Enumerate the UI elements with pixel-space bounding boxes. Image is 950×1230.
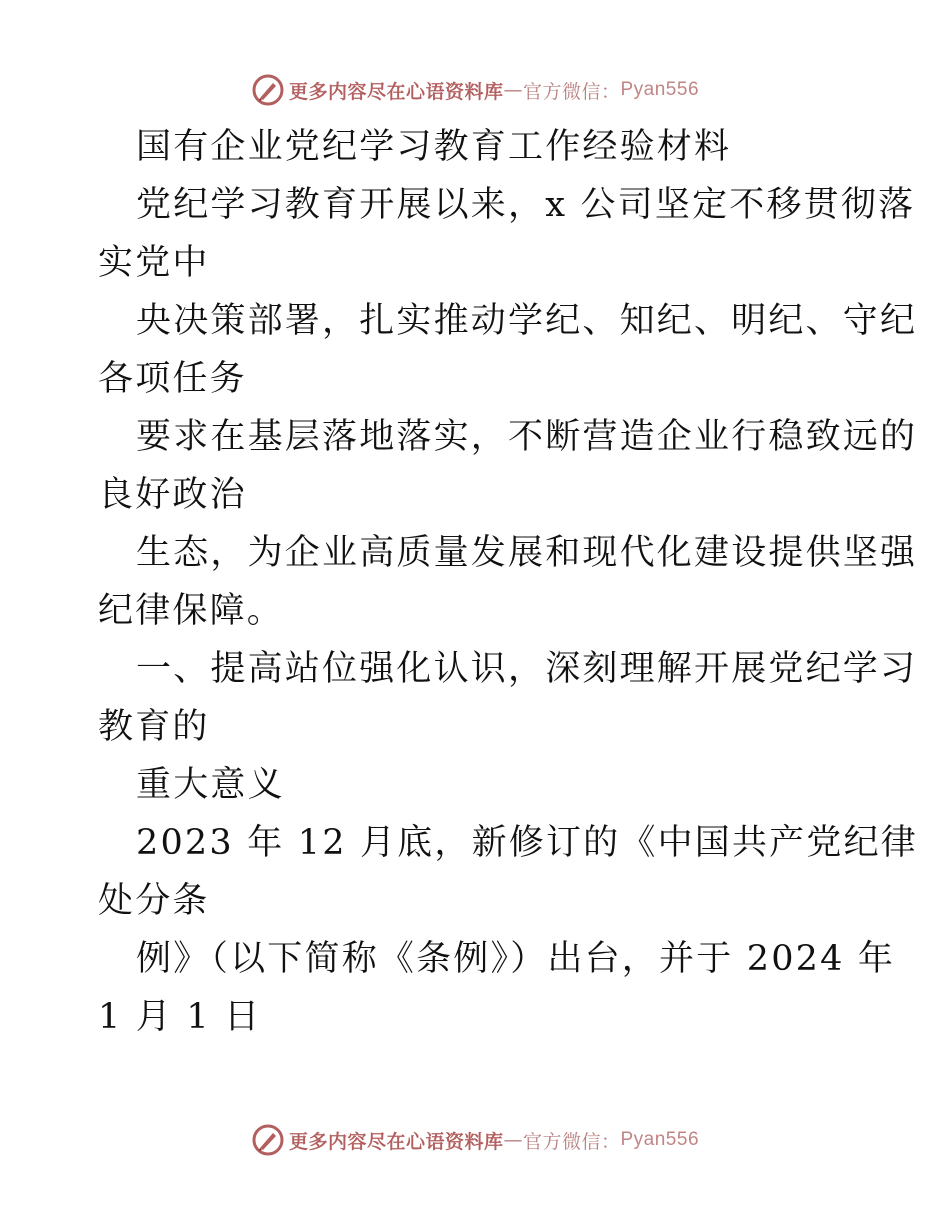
- text-line: 2023 年 12 月底，新修订的《中国共产党纪律: [136, 823, 918, 863]
- pen-logo-icon: [251, 1123, 285, 1157]
- footer-watermark: [0, 1120, 950, 1160]
- watermark-dash: —: [503, 1129, 523, 1151]
- document-body: [98, 118, 918, 1046]
- watermark-main-text: 更多内容尽在心语资料库: [288, 1130, 504, 1153]
- watermark-wechat-id: Pyan556: [620, 79, 700, 100]
- text-line: 纪律保障。: [98, 591, 285, 631]
- text-line: 教育的: [98, 707, 210, 747]
- text-line: 一、提高站位强化认识，深刻理解开展党纪学习: [136, 649, 918, 689]
- text-line: 处分条: [98, 881, 210, 921]
- watermark-wechat-label: 官方微信：: [522, 80, 621, 103]
- text-line: 1 月 1 日: [98, 997, 262, 1037]
- text-line: 例》（以下简称《条例》）出台，并于 2024 年: [136, 939, 896, 979]
- text-line: 重大意义: [136, 765, 285, 805]
- text-line: 实党中: [98, 243, 210, 283]
- watermark-wechat-label: 官方微信：: [522, 1130, 621, 1153]
- watermark-main-text: 更多内容尽在心语资料库: [288, 80, 504, 103]
- text-line: 要求在基层落地落实，不断营造企业行稳致远的: [136, 417, 918, 457]
- pen-logo-icon: [251, 73, 285, 107]
- text-line: 生态，为企业高质量发展和现代化建设提供坚强: [136, 533, 918, 573]
- text-line: 党纪学习教育开展以来，x 公司坚定不移贯彻落: [136, 185, 916, 225]
- text-line: 央决策部署，扎实推动学纪、知纪、明纪、守纪: [136, 301, 918, 341]
- header-watermark: [0, 70, 950, 110]
- text-line: 国有企业党纪学习教育工作经验材料: [136, 127, 732, 167]
- watermark-wechat-id: Pyan556: [620, 1129, 700, 1150]
- text-line: 各项任务: [98, 359, 247, 399]
- watermark-dash: —: [503, 79, 523, 101]
- text-line: 良好政治: [98, 475, 247, 515]
